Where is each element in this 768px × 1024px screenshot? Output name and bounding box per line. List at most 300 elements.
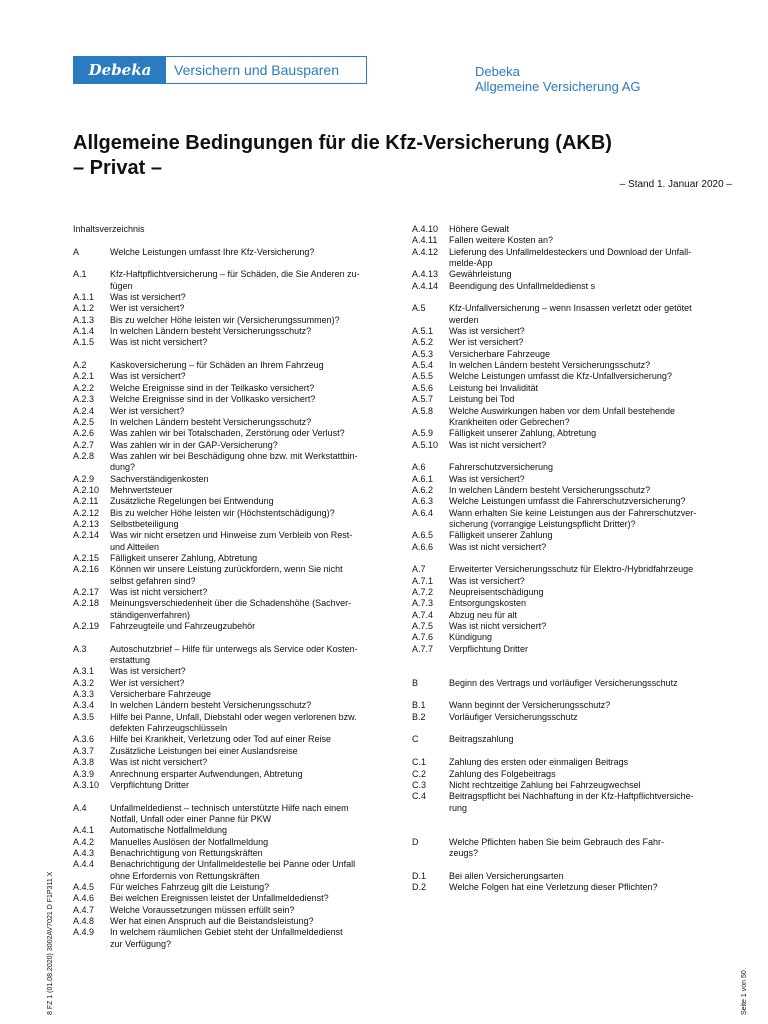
toc-entry-number: A.5 [412, 303, 426, 314]
toc-entry-title: Welche Leistungen umfasst die Kfz-Unfallversicherung? [449, 371, 672, 382]
toc-entry-title: Zahlung des Folgebeitrags [449, 768, 556, 779]
document-code-text: 8 FZ 1 (01.08.2020) 3002AV7021 D F1P311 X [47, 871, 54, 1015]
company-line-1: Debeka [475, 64, 520, 79]
toc-entry-title: Manuelles Auslösen der Notfallmeldung [110, 836, 269, 847]
toc-entry [412, 848, 730, 859]
toc-entry [73, 700, 393, 711]
toc-entry-number [412, 258, 449, 269]
toc-entry [73, 247, 393, 258]
toc-entry-number: C.2 [412, 768, 427, 779]
toc-entry-number: C [412, 734, 419, 745]
toc-entry [73, 303, 393, 314]
toc-entry-number: A.4.1 [73, 825, 95, 836]
toc-entry-number: A.2.8 [73, 450, 95, 461]
toc-entry-title: Was ist versichert? [110, 666, 186, 677]
toc-entry [412, 485, 730, 496]
toc-entry-number: A.2.2 [73, 382, 95, 393]
logo-brand: Debeka [74, 57, 166, 83]
toc-entry [73, 666, 393, 677]
toc-entry-title: selbst gefahren sind? [110, 575, 196, 586]
toc-entry-number [73, 723, 110, 734]
toc-entry-title: Was ist versichert? [449, 575, 525, 586]
toc-entry-title: Wer ist versichert? [110, 303, 185, 314]
toc-entry-title: In welchen Ländern besteht Versicherungsschutz? [110, 416, 312, 427]
toc-entry [73, 496, 393, 507]
toc-entry-title: Unfallmeldedienst – technisch unterstützte Hilfe nach einem [110, 802, 349, 813]
toc-entry-title: ständigenverfahren) [110, 609, 191, 620]
toc-entry-number: A.7.6 [412, 632, 434, 643]
toc-entry [73, 598, 393, 609]
toc-entry-title: Mehrwertsteuer [110, 484, 173, 495]
toc-entry [412, 644, 730, 655]
logo-slogan: Versichern und Bausparen [174, 62, 339, 78]
toc-entry-number [73, 655, 110, 666]
toc-entry-title: zur Verfügung? [110, 938, 172, 949]
toc-entry [412, 474, 730, 485]
toc-entry-title: In welchen Ländern besteht Versicherungsschutz? [449, 360, 651, 371]
toc-entry [412, 542, 730, 553]
toc-entry-number: A.6.3 [412, 496, 434, 507]
toc-entry [412, 871, 730, 882]
toc-entry [412, 269, 730, 280]
toc-entry-number: A.1.2 [73, 303, 95, 314]
toc-entry-number: B.2 [412, 711, 426, 722]
toc-entry-number: A.5.1 [412, 326, 434, 337]
toc-entry-title: Lieferung des Unfallmeldesteckers und Download der Unfall- [449, 246, 692, 257]
toc-entry-number: A.6.5 [412, 530, 434, 541]
toc-entry [412, 394, 730, 405]
toc-entry-title: und Altteilen [110, 541, 160, 552]
toc-entry-title: Zusätzliche Leistungen bei einer Auslandsreise [110, 745, 298, 756]
toc-entry [73, 281, 393, 292]
toc-entry-title: Neupreisentschädigung [449, 587, 544, 597]
toc-entry [412, 496, 730, 507]
toc-entry [412, 349, 730, 360]
toc-entry-title: Was wir nicht ersetzen und Hinweise zum Verbleib von Rest- [110, 530, 353, 541]
toc-entry [412, 224, 730, 235]
toc-entry [73, 689, 393, 700]
toc-entry [412, 678, 730, 689]
toc-entry [73, 474, 393, 485]
toc-entry-number: A.5.5 [412, 371, 434, 382]
toc-entry [73, 326, 393, 337]
toc-entry-number [73, 281, 110, 292]
toc-entry-number: D.2 [412, 881, 427, 892]
toc-entry-title: In welchem räumlichen Gebiet steht der Unfallmeldedienst [110, 927, 343, 938]
toc-entry-title: Welche Leistungen umfasst die Fahrerschutzversicherung? [449, 496, 686, 507]
toc-entry [73, 939, 393, 950]
toc-entry [412, 326, 730, 337]
toc-entry-title: Abzug neu für alt [449, 609, 518, 620]
title-line-2: – Privat – [73, 157, 162, 179]
toc-entry [73, 678, 393, 689]
toc-entry-number: B [412, 677, 419, 688]
toc-entry-title: Kfz-Unfallversicherung – wenn Insassen verletzt oder getötet [449, 303, 692, 314]
toc-entry [412, 315, 730, 326]
toc-entry [73, 428, 393, 439]
toc-entry-number: A.6.1 [412, 473, 434, 484]
toc-entry-number: A.4.8 [73, 915, 95, 926]
page-number [741, 955, 753, 1015]
toc-entry-title: Welche Auswirkungen haben vor dem Unfall bestehende [449, 405, 675, 416]
toc-entry-number: A.7 [412, 564, 426, 575]
toc-entry-number: A.2.13 [73, 518, 100, 529]
toc-entry-number [73, 542, 110, 553]
toc-entry-title: Hilfe bei Panne, Unfall, Diebstahl oder wegen verlorenen bzw. [110, 711, 357, 722]
toc-entry-number: A.7.7 [412, 643, 434, 654]
toc-entry [73, 780, 393, 791]
toc-entry [412, 576, 730, 587]
toc-entry-number [412, 848, 449, 859]
page-number-text: Seite 1 von 50 [741, 970, 748, 1015]
toc-entry-number: A.5.7 [412, 394, 434, 405]
toc-entry-title: Meinungsverschiedenheit über die Schadenshöhe (Sachver- [110, 598, 352, 609]
toc-entry-title: Welche Folgen hat eine Verletzung dieser Pflichten? [449, 881, 658, 892]
toc-entry-number: C.3 [412, 779, 427, 790]
toc-entry-title: Was zahlen wir bei Beschädigung ohne bzw. mit Werkstattbin- [110, 450, 358, 461]
toc-entry-title: Verpflichtung Dritter [449, 643, 529, 654]
toc-entry-title: Welche Ereignisse sind in der Teilkasko versichert? [110, 382, 315, 393]
toc-entry-title: Wer ist versichert? [449, 337, 524, 348]
title-line-1: Allgemeine Bedingungen für die Kfz-Versicherung (AKB) [73, 132, 612, 154]
toc-entry [73, 440, 393, 451]
toc-entry-title: Benachrichtigung von Rettungskräften [110, 847, 263, 858]
toc-entry [73, 746, 393, 757]
toc-entry [412, 428, 730, 439]
toc-entry [412, 712, 730, 723]
toc-entry-title: Bis zu welcher Höhe leisten wir (Höchstentschädigung)? [110, 507, 335, 518]
toc-entry-title: Selbstbeteiligung [110, 518, 179, 529]
toc-entry [73, 859, 393, 870]
toc-entry [73, 644, 393, 655]
toc-entry-title: Vorläufiger Versicherungsschutz [449, 711, 578, 722]
toc-entry-title: Was ist nicht versichert? [449, 439, 547, 450]
toc-entry-title: dung? [110, 462, 136, 473]
toc-entry-number: A.4.4 [73, 859, 95, 870]
toc-entry-title: Automatische Notfallmeldung [110, 825, 228, 836]
toc-entry-title: werden [449, 314, 479, 325]
toc-entry-title: Nicht rechtzeitige Zahlung bei Fahrzeugwechsel [449, 779, 641, 790]
toc-entry-title: Fallen weitere Kosten an? [449, 235, 554, 246]
toc-entry [412, 383, 730, 394]
toc-entry-title: erstattung [110, 655, 151, 666]
toc-entry-number: C.1 [412, 757, 427, 768]
toc-entry [73, 542, 393, 553]
company-line-2: Allgemeine Versicherung AG [475, 79, 641, 94]
toc-entry-title: Notfall, Unfall oder einer Panne für PKW [110, 813, 272, 824]
toc-entry [412, 621, 730, 632]
toc-entry-title: Leistung bei Invalidität [449, 382, 539, 393]
toc-entry [73, 916, 393, 927]
toc-entry-number: A.2.9 [73, 473, 95, 484]
toc-entry-title: Wer ist versichert? [110, 405, 185, 416]
toc-entry-title: Beitragszahlung [449, 734, 514, 745]
toc-entry-title: Gewährleistung [449, 269, 512, 280]
toc-entry-number: A.5.2 [412, 337, 434, 348]
toc-entry [412, 632, 730, 643]
stand-date: – Stand 1. Januar 2020 – [619, 179, 732, 190]
toc-entry [412, 281, 730, 292]
toc-entry-number: A.3.10 [73, 779, 100, 790]
toc-entry [73, 485, 393, 496]
toc-entry-title: Autoschutzbrief – Hilfe für unterwegs als Service oder Kosten- [110, 643, 358, 654]
toc-entry [73, 825, 393, 836]
toc-entry-number [73, 610, 110, 621]
toc-entry-number: A.1.3 [73, 314, 95, 325]
toc-left-column [73, 224, 393, 950]
toc-entry-number: C.4 [412, 791, 427, 802]
toc-entry [73, 315, 393, 326]
toc-entry [412, 303, 730, 314]
toc-entry-title: melde-App [449, 258, 493, 269]
toc-entry-title: Bei allen Versicherungsarten [449, 870, 564, 881]
toc-entry-title: Welche Leistungen umfasst Ihre Kfz-Versicherung? [110, 246, 315, 257]
toc-entry [412, 247, 730, 258]
toc-entry-number: A.2.19 [73, 621, 100, 632]
toc-entry-title: Kündigung [449, 632, 493, 643]
toc-entry-title: ohne Erfordernis von Rettungskräften [110, 870, 260, 881]
toc-entry-number: A.2.14 [73, 530, 100, 541]
toc-entry [73, 848, 393, 859]
toc-entry-title: In welchen Ländern besteht Versicherungsschutz? [110, 700, 312, 711]
toc-entry-title: Bis zu welcher Höhe leisten wir (Versicherungssummen)? [110, 314, 340, 325]
toc-entry-number: A.5.6 [412, 382, 434, 393]
toc-entry [73, 337, 393, 348]
toc-entry-number: A.5.10 [412, 439, 439, 450]
toc-entry [412, 462, 730, 473]
toc-entry-number [412, 519, 449, 530]
toc-entry [73, 576, 393, 587]
toc-entry [73, 814, 393, 825]
toc-entry [73, 757, 393, 768]
toc-entry [412, 508, 730, 519]
toc-entry-number: A.4.6 [73, 893, 95, 904]
toc-entry [73, 803, 393, 814]
toc-entry-number: A.1.5 [73, 337, 95, 348]
toc-entry-number: A.4 [73, 802, 87, 813]
toc-entry-number: A.1 [73, 269, 87, 280]
toc-entry-number: A [73, 246, 80, 257]
toc-entry-title: Wer hat einen Anspruch auf die Beistandsleistung? [110, 915, 314, 926]
toc-entry-number: A.2.18 [73, 598, 100, 609]
toc-entry-number: A.2.10 [73, 484, 100, 495]
toc-entry-number: A.6.2 [412, 484, 434, 495]
toc-entry-number: A.7.2 [412, 587, 434, 597]
toc-entry-title: Verpflichtung Dritter [110, 779, 190, 790]
toc-entry-title: Kfz-Haftpflichtversicherung – für Schäden, die Sie Anderen zu- [110, 269, 360, 280]
toc-entry-number: D [412, 836, 419, 847]
toc-entry-title: Hilfe bei Krankheit, Verletzung oder Tod auf einer Reise [110, 734, 331, 745]
toc-entry [73, 292, 393, 303]
toc-entry [73, 893, 393, 904]
toc-entry-number: A.1.4 [73, 326, 95, 337]
toc-entry-number: A.3.3 [73, 689, 95, 700]
toc-entry [73, 655, 393, 666]
toc-entry-title: Fälligkeit unserer Zahlung, Abtretung [110, 552, 258, 563]
toc-entry [73, 905, 393, 916]
toc-entry [412, 780, 730, 791]
toc-entry [73, 837, 393, 848]
toc-entry-number: A.2.1 [73, 371, 95, 382]
toc-entry-title: Welche Pflichten haben Sie beim Gebrauch des Fahr- [449, 836, 664, 847]
debeka-logo [73, 56, 367, 84]
toc-entry-number: A.4.3 [73, 847, 95, 858]
toc-entry-number [73, 939, 110, 950]
toc-entry-number: A.3 [73, 643, 87, 654]
toc-entry-title: Beginn des Vertrags und vorläufiger Versicherungsschutz [449, 677, 678, 688]
company-name [475, 64, 640, 94]
toc-entry-title: Bei welchen Ereignissen leistet der Unfallmeldedienst? [110, 893, 329, 904]
toc-entry-title: Können wir unsere Leistung zurückfordern, wenn Sie nicht [110, 564, 343, 575]
toc-entry [73, 508, 393, 519]
toc-entry [412, 519, 730, 530]
toc-entry [412, 564, 730, 575]
toc-entry-title: Kaskoversicherung – für Schäden an Ihrem Fahrzeug [110, 360, 324, 371]
toc-entry-number: B.1 [412, 700, 426, 711]
toc-entry-number: A.2.12 [73, 507, 100, 518]
toc-entry-title: Was zahlen wir bei Totalschaden, Zerstörung oder Verlust? [110, 428, 345, 439]
toc-entry-number: A.4.13 [412, 269, 439, 280]
toc-entry-number: A.4.7 [73, 904, 95, 915]
toc-entry-title: Was ist versichert? [449, 326, 525, 337]
toc-entry-number: A.6.6 [412, 541, 434, 552]
toc-entry [73, 769, 393, 780]
toc-entry-title: Was ist nicht versichert? [110, 587, 208, 597]
toc-entry [73, 564, 393, 575]
toc-entry [73, 871, 393, 882]
toc-entry-title: Welche Voraussetzungen müssen erfüllt sein? [110, 904, 295, 915]
toc-entry-number: A.2.3 [73, 394, 95, 405]
toc-entry [73, 462, 393, 473]
toc-entry [412, 440, 730, 451]
toc-entry-number: A.2.11 [73, 496, 99, 507]
toc-entry-number [412, 417, 449, 428]
document-code [47, 845, 61, 1015]
toc-entry [73, 530, 393, 541]
toc-entry [412, 598, 730, 609]
toc-entry [412, 803, 730, 814]
toc-entry [412, 837, 730, 848]
toc-entry-title: Zahlung des ersten oder einmaligen Beitrags [449, 757, 629, 768]
toc-entry-number: D.1 [412, 870, 427, 881]
toc-entry [73, 927, 393, 938]
toc-entry-number: A.3.8 [73, 757, 95, 768]
toc-entry [73, 734, 393, 745]
toc-entry [412, 882, 730, 893]
toc-entry-title: Was ist nicht versichert? [449, 621, 547, 632]
toc-entry [73, 451, 393, 462]
toc-entry-number: A.2.7 [73, 439, 95, 450]
toc-entry-number: A.2.6 [73, 428, 95, 439]
toc-entry [412, 791, 730, 802]
toc-entry-title: Versicherbare Fahrzeuge [110, 689, 212, 700]
toc-entry-title: Was ist versichert? [110, 292, 186, 303]
toc-entry-number: A.4.14 [412, 280, 439, 291]
toc-entry [73, 553, 393, 564]
toc-entry [73, 360, 393, 371]
toc-entry-title: Beitragspflicht bei Nachhaftung in der Kfz-Haftpflichtversiche- [449, 791, 694, 802]
toc-entry-number: A.7.1 [412, 575, 434, 586]
toc-entry-title: Beendigung des Unfallmeldedienst s [449, 280, 596, 291]
toc-entry [412, 337, 730, 348]
toc-entry [73, 621, 393, 632]
toc-entry [73, 417, 393, 428]
toc-heading: Inhaltsverzeichnis [73, 224, 145, 234]
toc-entry-number [412, 803, 449, 814]
toc-entry-title: Für welches Fahrzeug gilt die Leistung? [110, 881, 270, 892]
toc-entry-number: A.7.3 [412, 598, 434, 609]
toc-entry [73, 394, 393, 405]
toc-entry-title: Höhere Gewalt [449, 224, 510, 234]
toc-entry-title: Was ist versichert? [110, 371, 186, 382]
toc-entry-number: A.1.1 [73, 292, 95, 303]
toc-entry-title: Benachrichtigung der Unfallmeldestelle bei Panne oder Unfall [110, 859, 356, 870]
toc-entry [73, 269, 393, 280]
toc-entry-number: A.3.7 [73, 745, 95, 756]
toc-entry [412, 734, 730, 745]
toc-entry-title: Versicherbare Fahrzeuge [449, 348, 551, 359]
toc-entry-number: A.6 [412, 462, 426, 473]
toc-entry-number: A.4.10 [412, 224, 439, 234]
toc-entry [73, 406, 393, 417]
toc-entry [412, 371, 730, 382]
toc-entry [412, 757, 730, 768]
toc-entry-number: A.2.5 [73, 416, 95, 427]
toc-entry-title: Sachverständigenkosten [110, 473, 209, 484]
toc-entry-title: Krankheiten oder Gebrechen? [449, 416, 570, 427]
toc-entry-title: defekten Fahrzeugschlüsseln [110, 723, 228, 734]
toc-entry-title: zeugs? [449, 847, 479, 858]
toc-entry-number: A.5.9 [412, 428, 434, 439]
toc-entry-title: Fahrzeugteile und Fahrzeugzubehör [110, 621, 256, 632]
toc-entry-number: A.2.15 [73, 552, 100, 563]
toc-entry-title: Entsorgungskosten [449, 598, 527, 609]
toc-entry-title: Was ist nicht versichert? [110, 757, 208, 768]
toc-entry-number: A.5.8 [412, 405, 434, 416]
toc-entry [412, 769, 730, 780]
toc-entry-title: Was zahlen wir in der GAP-Versicherung? [110, 439, 278, 450]
toc-entry-number: A.2.17 [73, 587, 100, 597]
toc-entry [412, 406, 730, 417]
toc-entry-title: Wann beginnt der Versicherungsschutz? [449, 700, 611, 711]
toc-entry-number: A.7.4 [412, 609, 434, 620]
toc-entry-title: In welchen Ländern besteht Versicherungsschutz? [110, 326, 312, 337]
toc-entry-number [73, 576, 110, 587]
toc-entry-title: Was ist nicht versichert? [449, 541, 547, 552]
toc-entry-title: sicherung (vorrangige Leistungspflicht Dritter)? [449, 518, 636, 529]
toc-entry [73, 371, 393, 382]
toc-entry-number: A.3.1 [73, 666, 95, 677]
toc-entry-title: Welche Ereignisse sind in der Vollkasko versichert? [110, 394, 316, 405]
toc-entry [73, 383, 393, 394]
toc-entry [412, 235, 730, 246]
toc-entry-title: Zusätzliche Regelungen bei Entwendung [110, 496, 274, 507]
toc-entry-number: A.6.4 [412, 507, 434, 518]
toc-entry-number: A.4.11 [412, 235, 438, 246]
toc-entry-number: A.2 [73, 360, 87, 371]
toc-entry-number: A.4.9 [73, 927, 95, 938]
toc-entry-title: In welchen Ländern besteht Versicherungsschutz? [449, 484, 651, 495]
toc-entry-title: fügen [110, 280, 133, 291]
toc-entry-number: A.3.2 [73, 677, 95, 688]
toc-entry-number: A.3.9 [73, 768, 95, 779]
toc-entry-title: Fälligkeit unserer Zahlung [449, 530, 553, 541]
toc-entry-number: A.5.3 [412, 348, 434, 359]
toc-entry-title: Leistung bei Tod [449, 394, 515, 405]
toc-entry [412, 360, 730, 371]
toc-entry [73, 519, 393, 530]
toc-entry-title: Wann erhalten Sie keine Leistungen aus der Fahrerschutzver- [449, 507, 697, 518]
